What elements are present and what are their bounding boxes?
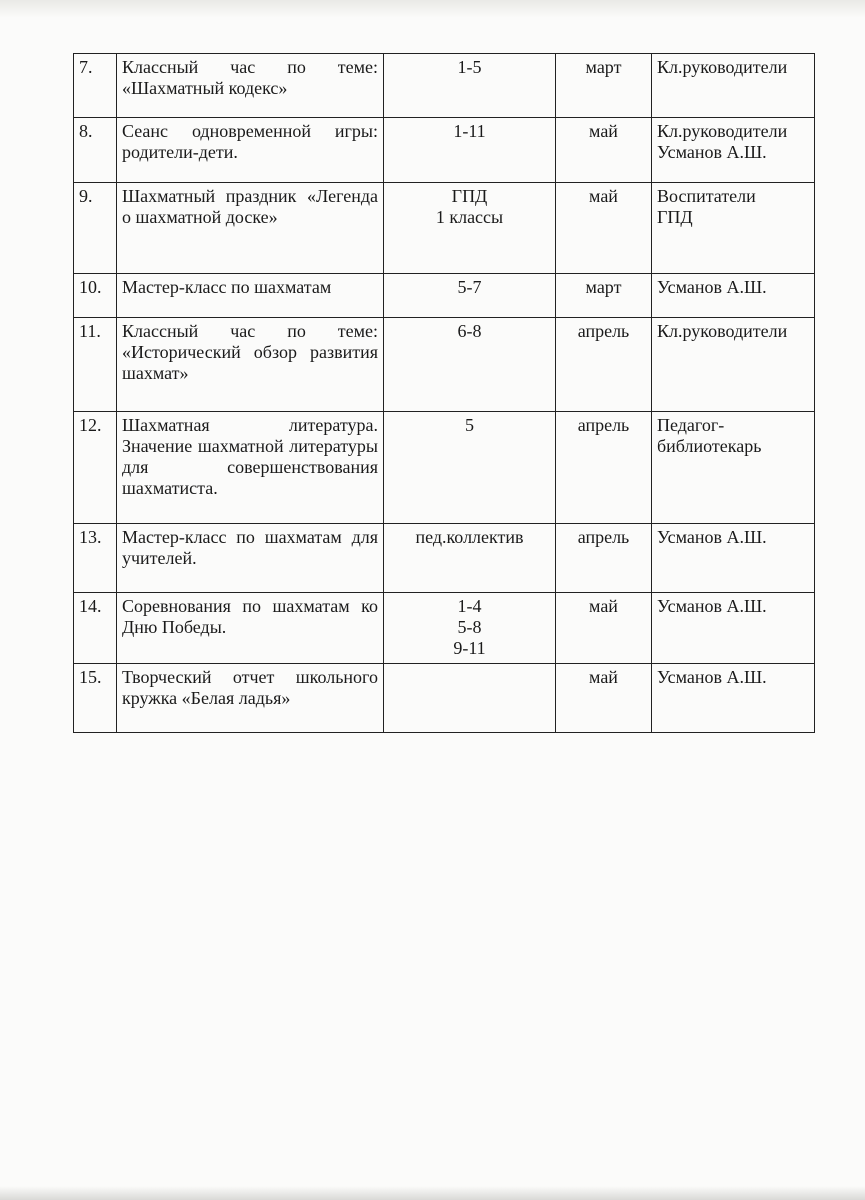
responsible-cell (652, 412, 815, 524)
responsible-value: Усманов А.Ш. (657, 527, 767, 547)
responsible-value: библиотекарь (657, 436, 762, 456)
classes-cell (384, 118, 556, 183)
row-number: 15. (74, 664, 117, 733)
classes-cell (384, 524, 556, 593)
event-title: Мастер-класс по шахматам для учителей. (117, 524, 384, 593)
month-cell: апрель (556, 524, 652, 593)
event-title: Творческий отчет школьного кружка «Белая ладья» (117, 664, 384, 733)
table-row (74, 593, 815, 664)
classes-value: 5 (465, 415, 474, 435)
row-number: 10. (74, 274, 117, 318)
responsible-value: Кл.руководители (657, 321, 788, 341)
responsible-cell (652, 318, 815, 412)
responsible-cell (652, 118, 815, 183)
table-row (74, 412, 815, 524)
row-number: 14. (74, 593, 117, 664)
responsible-value: Педагог- (657, 415, 725, 435)
table-row (74, 318, 815, 412)
month-cell: март (556, 274, 652, 318)
classes-cell (384, 274, 556, 318)
table-row (74, 274, 815, 318)
classes-value: 1-5 (457, 57, 482, 77)
month-cell: март (556, 54, 652, 118)
classes-value: 1-11 (453, 121, 486, 141)
event-title: Шахматная литература. Значение шахматной литературы для совершенствования шахматиста. (117, 412, 384, 524)
row-number: 13. (74, 524, 117, 593)
month-cell: апрель (556, 412, 652, 524)
event-title: Сеанс одновременной игры: родители-дети. (117, 118, 384, 183)
event-title: Соревнования по шахматам ко Дню Победы. (117, 593, 384, 664)
responsible-value: ГПД (657, 207, 693, 227)
responsible-cell (652, 664, 815, 733)
classes-cell (384, 318, 556, 412)
classes-cell (384, 412, 556, 524)
classes-value: 5-7 (457, 277, 482, 297)
month-cell: май (556, 118, 652, 183)
row-number: 12. (74, 412, 117, 524)
event-title: Классный час по теме: «Исторический обзор развития шахмат» (117, 318, 384, 412)
month-cell: май (556, 183, 652, 274)
responsible-value: Воспитатели (657, 186, 756, 206)
responsible-cell (652, 54, 815, 118)
classes-value: 1-4 (457, 596, 482, 616)
responsible-value: Усманов А.Ш. (657, 596, 767, 616)
classes-cell (384, 664, 556, 733)
scan-edge-bottom (0, 1186, 865, 1200)
events-table (73, 53, 815, 733)
table-row (74, 664, 815, 733)
classes-value: пед.коллектив (415, 527, 524, 547)
responsible-cell (652, 274, 815, 318)
table-row (74, 183, 815, 274)
classes-value: 1 классы (435, 207, 504, 227)
responsible-value: Усманов А.Ш. (657, 277, 767, 297)
responsible-cell (652, 524, 815, 593)
classes-value: 9-11 (453, 638, 486, 658)
row-number: 7. (74, 54, 117, 118)
table-row (74, 524, 815, 593)
row-number: 11. (74, 318, 117, 412)
classes-cell (384, 593, 556, 664)
classes-cell (384, 54, 556, 118)
classes-value: 5-8 (457, 617, 482, 637)
month-cell: апрель (556, 318, 652, 412)
responsible-value: Кл.руководители (657, 57, 788, 77)
classes-value: ГПД (451, 186, 488, 206)
month-cell: май (556, 664, 652, 733)
event-title: Шахматный праздник «Легенда о шахматной доске» (117, 183, 384, 274)
responsible-value: Усманов А.Ш. (657, 667, 767, 687)
classes-value: 6-8 (457, 321, 482, 341)
responsible-cell (652, 593, 815, 664)
event-title: Мастер-класс по шахматам (117, 274, 384, 318)
table-row (74, 54, 815, 118)
responsible-value: Усманов А.Ш. (657, 142, 767, 162)
classes-cell (384, 183, 556, 274)
row-number: 9. (74, 183, 117, 274)
month-cell: май (556, 593, 652, 664)
table-row (74, 118, 815, 183)
row-number: 8. (74, 118, 117, 183)
responsible-cell (652, 183, 815, 274)
event-title: Классный час по теме: «Шахматный кодекс» (117, 54, 384, 118)
scan-edge-top (0, 0, 865, 18)
responsible-value: Кл.руководители (657, 121, 788, 141)
